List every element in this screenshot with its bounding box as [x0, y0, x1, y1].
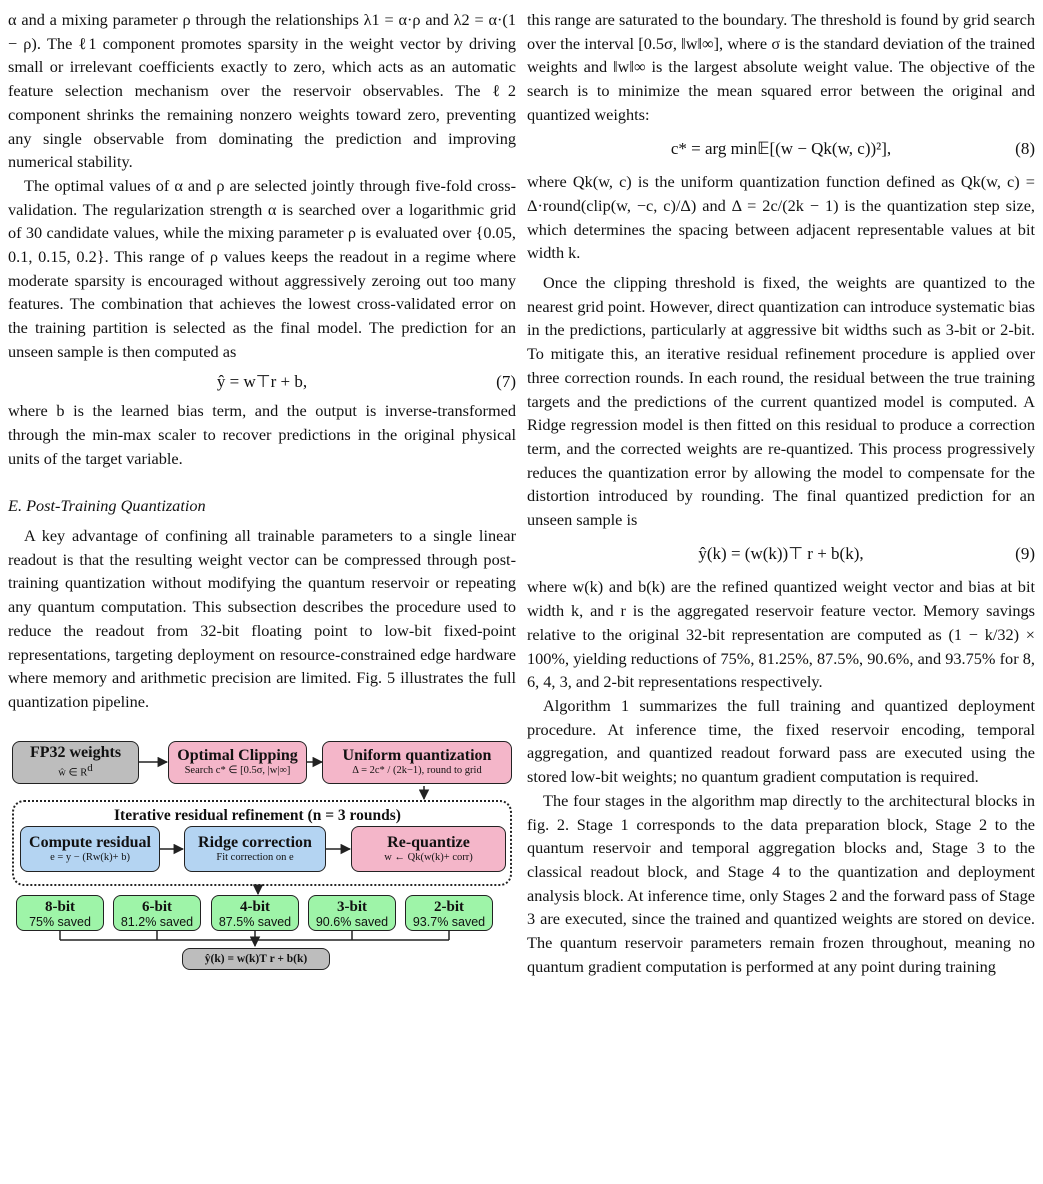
bit-box-8 — [16, 895, 104, 931]
equation-8-number: (8) — [1015, 138, 1035, 158]
bit-box-4 — [211, 895, 299, 931]
bit-4-saved: 87.5% saved — [218, 914, 292, 929]
bit-3-saved: 90.6% saved — [315, 914, 389, 929]
bit-box-3 — [308, 895, 396, 931]
compute-residual-box — [20, 826, 160, 872]
bit-3-title: 3-bit — [337, 898, 367, 915]
paragraph-stage-mapping: The four stages in the algorithm map directly to the architectural blocks in fig. 2. Stage 1 corresponds to the data preparation block, Stage 2 to the quantum reservoir and temporal aggregation blocks and, Stage 3 to the classical readout block, and Stage 4 to the quantization and deployment analysis block. At inference time, only Stages 2 and the forward pass of Stage 3 are executed, since the trained and quantized weights are stored on device. The quantum reservoir parameters remain frozen throughout, meaning no quantum gradient computation is performed at any point during training — [527, 790, 1035, 976]
residual-sub: e = y − (Rw(k)+ b) — [50, 851, 130, 863]
clip-title: Optimal Clipping — [177, 747, 298, 765]
bit-4-title: 4-bit — [240, 898, 270, 915]
section-heading: E. Post-Training Quantization — [8, 496, 206, 516]
requant-sub: w ← Qk(w(k)+ corr) — [384, 851, 473, 863]
bit-6-saved: 81.2% saved — [120, 914, 194, 929]
optimal-clipping-box — [168, 741, 307, 784]
right-column — [527, 8, 1035, 978]
paragraph-residual-refinement: Once the clipping threshold is fixed, the weights are quantized to the nearest grid point. However, direct quantization can introduce systematic bias in the predictions, particularly at aggressive bit widths such as 3-bit or 2-bit. To mitigate this, an iterative residual refinement procedure is applied over three correction rounds. In each round, the residual between the true training targets and the predictions of the current quantized model is computed. A Ridge regression model is then fitted on this residual to produce a correction term, and the corrected weights are re-quantized. This process progressively reduces the quantization error by allowing the model to compensate for the distortion introduced by rounding. The final quantized prediction for an unseen sample is — [527, 273, 1035, 530]
paragraph-quantization-intro: A key advantage of confining all trainable parameters to a single linear readout is that the resulting weight vector can be compressed through post-training quantization without modifying the quantum reservoir or repeating any quantum computation. This subsection describes the procedure used to reduce the readout from 32-bit floating point to low-bit fixed-point representations, targeting deployment on resource-constrained edge hardware where memory and arithmetic precision are limited. Fig. 5 illustrates the full quantization pipeline. — [8, 526, 516, 711]
bit-2-title: 2-bit — [434, 898, 464, 915]
fp32-sub: ŵ ∈ Rd — [58, 762, 93, 779]
equation-7-number: (7) — [496, 371, 516, 391]
equation-7 — [8, 370, 516, 394]
paragraph-clipping-search: this range are saturated to the boundary. The threshold is found by grid search over the interval [0.5σ, ‖w‖∞], where σ is the standard deviation of the trained weights and ‖w‖∞ is the largest absolute weight value. The objective of the search is to minimize the mean squared error between the original and quantized weights: — [527, 10, 1035, 124]
ridge-title: Ridge correction — [198, 833, 312, 851]
fp32-sub-text: ŵ ∈ R — [58, 767, 88, 779]
fp32-weights-box — [12, 741, 139, 784]
equation-9 — [527, 542, 1035, 566]
paragraph-algorithm-summary: Algorithm 1 summarizes the full training and quantized deployment procedure. At inference time, the fixed reservoir encoding, temporal aggregation, and quantized readout forward pass are executed using the stored low-bit weights; no quantum gradient computation is required. — [527, 695, 1035, 787]
ridge-correction-box — [184, 826, 326, 872]
bit-box-2 — [405, 895, 493, 931]
fp32-title: FP32 weights — [29, 744, 122, 762]
paragraph-quantization-function: where Qk(w, c) is the uniform quantization function defined as Qk(w, c) = Δ·round(clip(w, −c, c)/Δ) and Δ = 2c/(2k − 1) is the quantization step size, which determines the spacing between adjacent representable values at bit width k. — [527, 172, 1035, 263]
uniform-sub: Δ = 2c* / (2k−1), round to grid — [352, 765, 482, 777]
output-formula: ŷ(k) = w(k)T r + b(k) — [204, 952, 308, 965]
bit-2-saved: 93.7% saved — [412, 914, 486, 929]
paragraph-elastic-net: α and a mixing parameter ρ through the relationships λ1 = α·ρ and λ2 = α·(1 − ρ). The ℓ1 component promotes sparsity in the weight vector by driving small or irrelevant coefficients exactly to zero, which acts as an automatic feature selection mechanism over the reservoir observables. The ℓ2 component shrinks the remaining nonzero weights toward zero, preventing any single observable from dominating the prediction and improving numerical stability. — [8, 10, 516, 172]
requant-title: Re-quantize — [387, 833, 470, 851]
bit-8-saved: 75% saved — [29, 914, 91, 929]
refinement-title: Iterative residual refinement (n = 3 rounds) — [114, 806, 401, 824]
equation-9-number: (9) — [1015, 543, 1035, 563]
uniform-title: Uniform quantization — [342, 747, 492, 765]
uniform-quantization-box — [322, 741, 512, 784]
clip-sub: Search c* ∈ [0.5σ, |w|∞] — [184, 765, 291, 777]
bit-box-6 — [113, 895, 201, 931]
ridge-sub: Fit correction on e — [216, 851, 294, 863]
bit-6-title: 6-bit — [142, 898, 172, 915]
output-box — [182, 948, 330, 970]
bit-8-title: 8-bit — [45, 898, 75, 915]
paragraph-memory-savings: where w(k) and b(k) are the refined quantized weight vector and bias at bit width k, and r is the aggregated reservoir feature vector. Memory savings relative to the original 32-bit representation are computed as (1 − k/32) × 100%, yielding reductions of 75%, 81.25%, 87.5%, 90.6%, and 93.75% for 8, 6, 4, 3, and 2-bit representations respectively. — [527, 577, 1035, 692]
equation-9-body: ŷ(k) = (w(k))⊤ r + b(k), — [698, 543, 864, 563]
residual-title: Compute residual — [29, 833, 151, 851]
re-quantize-box — [351, 826, 506, 872]
figure-container — [8, 736, 516, 966]
equation-7-body: ŷ = w⊤r + b, — [216, 371, 308, 391]
left-column — [8, 8, 516, 966]
equation-8 — [527, 137, 1035, 161]
paragraph-cross-validation: The optimal values of α and ρ are selected jointly through five-fold cross-validation. The regularization strength α is searched over a logarithmic grid of 30 candidate values, while the mixing parameter ρ is evaluated over {0.05, 0.1, 0.15, 0.2}. This range of ρ values keeps the readout in a regime where moderate sparsity is encouraged without aggressively zeroing out too many features. The combination that achieves the lowest cross-validated error on the training partition is selected as the final model. The prediction for an unseen sample is then computed as — [8, 175, 516, 361]
quantization-pipeline-figure — [8, 736, 516, 966]
equation-8-body: c* = arg min𝔼[(w − Qk(w, c))²], — [670, 138, 892, 158]
paragraph-bias-term: where b is the learned bias term, and the output is inverse-transformed through the min-max scaler to recover predictions in the original physical units of the target variable. — [8, 401, 516, 468]
